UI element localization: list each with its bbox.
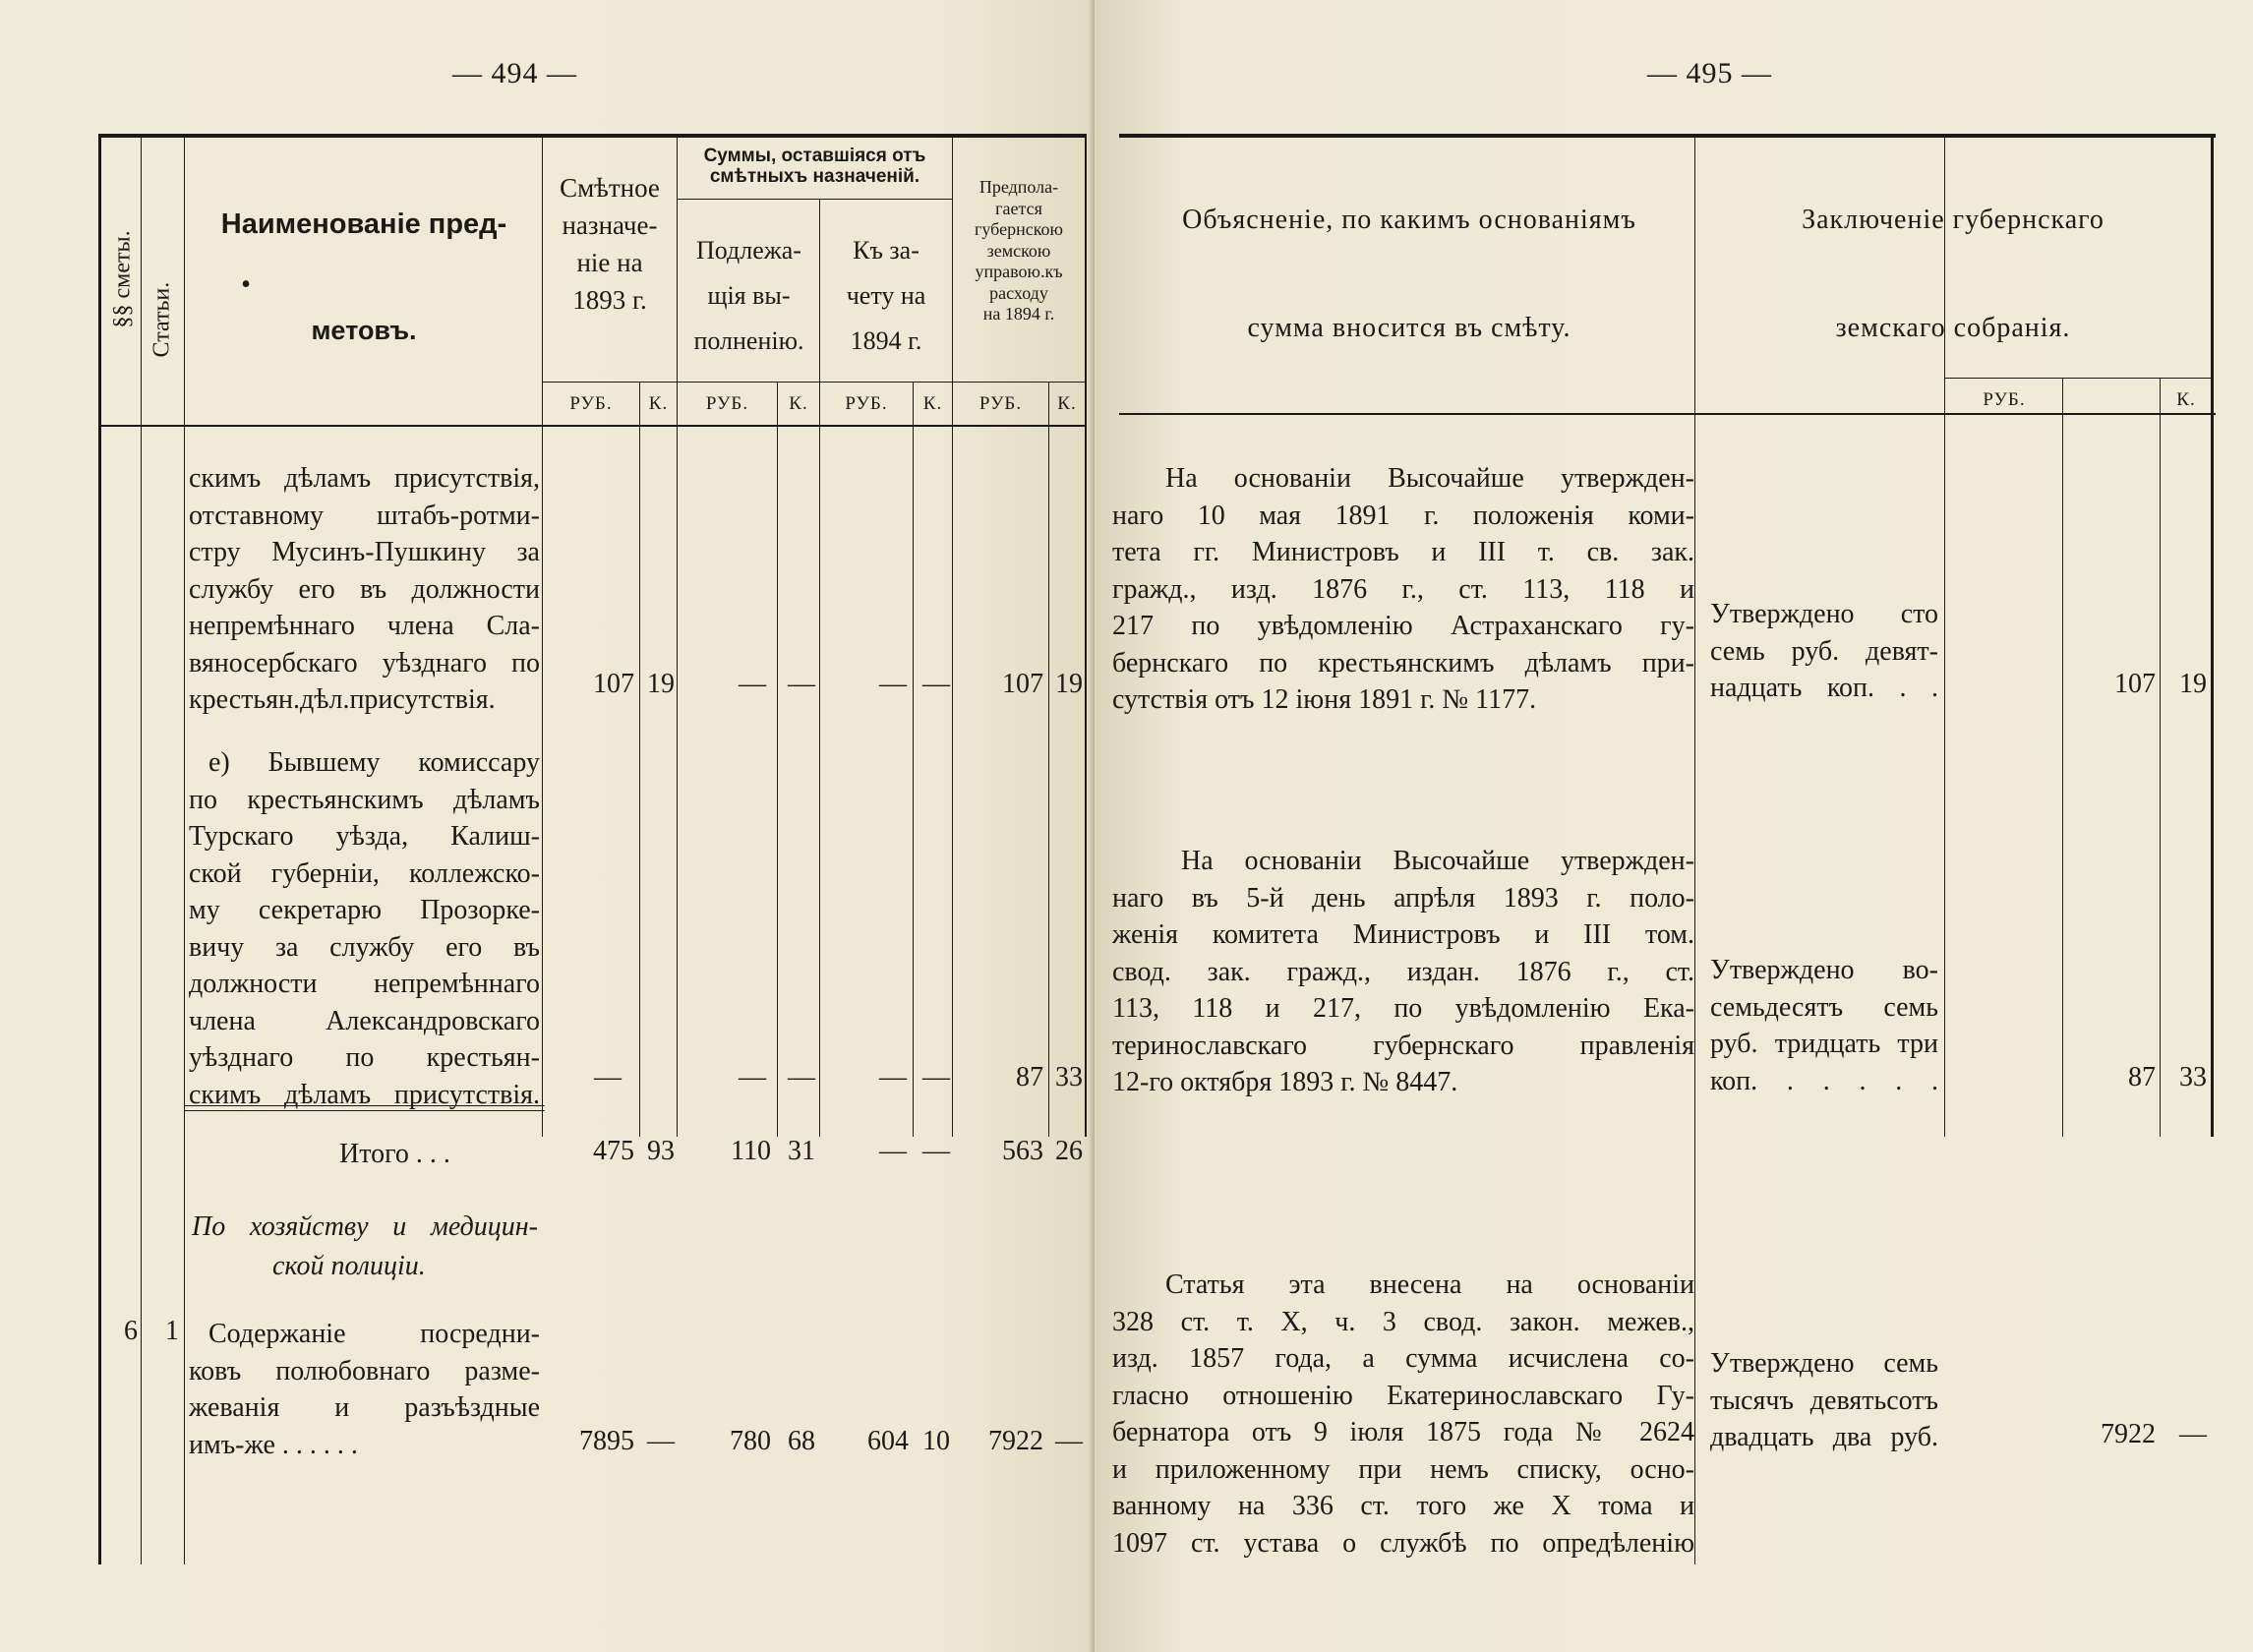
kop-divider [777,382,778,1137]
total-prop-rub: 563 [1002,1136,1043,1166]
table-top-rule [98,134,1087,138]
right-page [1095,0,2253,1652]
header-explanation-1: Объясненіе, по какимъ основаніямъ [1182,205,1636,235]
header-name-line1: Наименованіе пред- [220,208,507,240]
entry3-est-kop: — [647,1426,675,1456]
unit-rub: РУБ. [845,393,888,414]
unit-rub: РУБ. [1983,389,2026,410]
unit-kop: К. [1057,393,1077,414]
entry1-prop-kop: 19 [1055,669,1083,699]
header-rule [98,425,1087,427]
col-divider [1085,134,1087,1137]
page-number: — 495 — [1647,57,1772,89]
entry2-text: е) Бывшему комиссару по крестьянскимъ дѣламъ Турскаго уѣзда, Калиш- ской губерніи, коллежско- му секретарю Прозорке- вичу за службу его въ должности непремѣннаго члена Александровскаго уѣзднаго по крестьян- скимъ дѣламъ присутствія. [189,747,540,1110]
entry3-ss: 6 [124,1316,138,1346]
header-ss-smety: §§ сметы. [109,230,136,328]
conclusion1-rub: 107 [2114,669,2156,699]
entry2-exec-kop: — [788,1062,815,1092]
kop-divider [1048,382,1049,1137]
entry1-est-kop: 19 [647,669,675,699]
header-remain-account: Къ за- чету на 1894 г. [846,236,926,355]
col-divider [184,134,185,1564]
table-left-border [98,134,101,1564]
col-divider [2062,378,2063,1137]
conclusion2-kop: 33 [2179,1062,2207,1092]
conclusion1-text: Утверждено сто семь руб. девят- надцать коп. . . [1710,599,1938,703]
header-name-dot: • [241,269,251,300]
unit-kop: К. [2176,389,2196,410]
explanation3-text: Статья эта внесена на основаніи 328 ст. т. X, ч. 3 свод. закон. межев., изд. 1857 года, а сумма исчислена со- гласно отношенію Екатеринославскаго Гу- бернатора отъ 9 іюля 1875 года № 2624 и приложенному при немъ списку, осно- ванному на 336 ст. того же X тома и 1097 ст. устава о службѣ по опредѣленію [1112,1269,1694,1559]
kop-divider [2160,378,2161,1137]
entry3-exec-rub: 780 [730,1426,771,1456]
unit-kop: К. [789,393,808,414]
header-explanation-2: сумма вносится въ смѣту. [1247,313,1571,343]
conclusion2-text: Утверждено во- семьдесятъ семь руб. тридцать три коп. . . . . . [1710,955,1938,1096]
unit-kop: К. [922,393,943,414]
header-estimate: Смѣтное назначе- ніе на 1893 г. [560,173,660,315]
entry3-stat: 1 [165,1316,179,1346]
table-top-rule [1119,134,2216,138]
unit-rub: РУБ. [569,393,613,414]
entry1-prop-rub: 107 [1002,669,1043,699]
total-prop-kop: 26 [1055,1136,1083,1166]
col-divider [141,134,142,1564]
conclusion2-rub: 87 [2128,1062,2156,1092]
total-est-kop: 93 [647,1136,675,1166]
header-remain-exec: Подлежа- щія вы- полненію. [693,236,804,355]
unit-kop: К. [648,393,669,414]
entry1-text: скимъ дѣламъ присутствія, отставному штабъ-ротми- стру Мусинъ-Пушкину за службу его въ должности непремѣннаго члена Сла- вяносербскаго уѣзднаго по крестьян.дѣл.присутствія. [189,463,540,715]
left-page [0,0,1095,1652]
kop-divider [913,382,914,1137]
header-stati: Статьи. [148,281,175,358]
unit-rule [542,382,1087,383]
entry1-est-rub: 107 [593,669,634,699]
kop-divider [639,382,640,1137]
entry1-acct-rub: — [879,669,907,699]
table-right-border [2211,134,2214,1137]
entry2-est-rub: — [594,1062,622,1092]
section-heading: По хозяйству и медицин- ской полиціи. [192,1211,538,1281]
total-acct-rub: — [879,1136,907,1166]
total-acct-kop: — [922,1136,950,1166]
entry1-exec-rub: — [739,669,766,699]
entry1-acct-kop: — [922,669,950,699]
explanation2-text: На основаніи Высочайше утвержден- наго въ 5-й день апрѣля 1893 г. поло- женія комитета Министровъ и III том. свод. зак. гражд., издан. 1876 г., ст. 113, 118 и 217, по увѣдомленію Ека- теринославскаго губернскаго правленія 12-го октября 1893 г. № 8447. [1112,846,1694,1097]
header-rule [1119,413,2216,415]
entry3-acct-kop: 10 [922,1426,950,1456]
total-exec-rub: 110 [731,1136,771,1166]
conclusion3-kop: — [2179,1419,2207,1449]
conclusion3-rub: 7922 [2101,1419,2156,1449]
entry1-exec-kop: — [788,669,815,699]
entry3-est-rub: 7895 [579,1426,634,1456]
header-remain-title: Суммы, оставшіяся отъ смѣтныхъ назначеній. [703,146,926,187]
col-divider [677,134,678,1137]
unit-rub: РУБ. [705,393,749,414]
entry3-text: Содержаніе посредни- ковъ полюбовнаго разме- жеванія и разъѣздные имъ-же . . . . . . [189,1319,540,1460]
unit-rub: РУБ. [978,393,1023,414]
conclusion3-text: Утверждено семь тысячъ девятьсотъ двадцать два руб. [1710,1348,1938,1452]
entry3-prop-rub: 7922 [988,1426,1043,1456]
entry3-exec-kop: 68 [788,1426,815,1456]
entry3-prop-kop: — [1055,1426,1083,1456]
entry2-prop-kop: 33 [1055,1062,1083,1092]
entry2-acct-rub: — [879,1062,907,1092]
total-label: Итого . . . [339,1139,450,1169]
entry2-exec-rub: — [739,1062,766,1092]
unit-rule [1944,378,2213,379]
entry2-prop-rub: 87 [1016,1062,1043,1092]
header-name-line2: метовъ. [311,316,417,345]
remain-subheader-rule [677,199,952,200]
conclusion1-kop: 19 [2179,669,2207,699]
col-divider [1944,134,1945,1137]
col-divider [1694,134,1695,1564]
entry3-acct-rub: 604 [867,1426,909,1456]
entry2-acct-kop: — [922,1062,950,1092]
header-conclusion-1: Заключеніе губернскаго [1802,205,2105,235]
page-number: — 494 — [452,57,577,89]
total-est-rub: 475 [593,1136,634,1166]
total-exec-kop: 31 [788,1136,815,1166]
header-proposed: Предпола- гается губернскою земскою управою.къ расходу на 1894 г. [975,177,1063,324]
header-conclusion-2: земскаго собранія. [1835,313,2071,343]
explanation1-text: На основаніи Высочайше утвержден- наго 10 мая 1891 г. положенія коми- тета гг. Министровъ и III т. св. зак. гражд., изд. 1876 г., ст. 113, 118 и 217 по увѣдомленію Астраханскаго гу- бернскаго по крестьянскимъ дѣламъ при- сутствія отъ 12 іюня 1891 г. № 1177. [1112,463,1694,715]
